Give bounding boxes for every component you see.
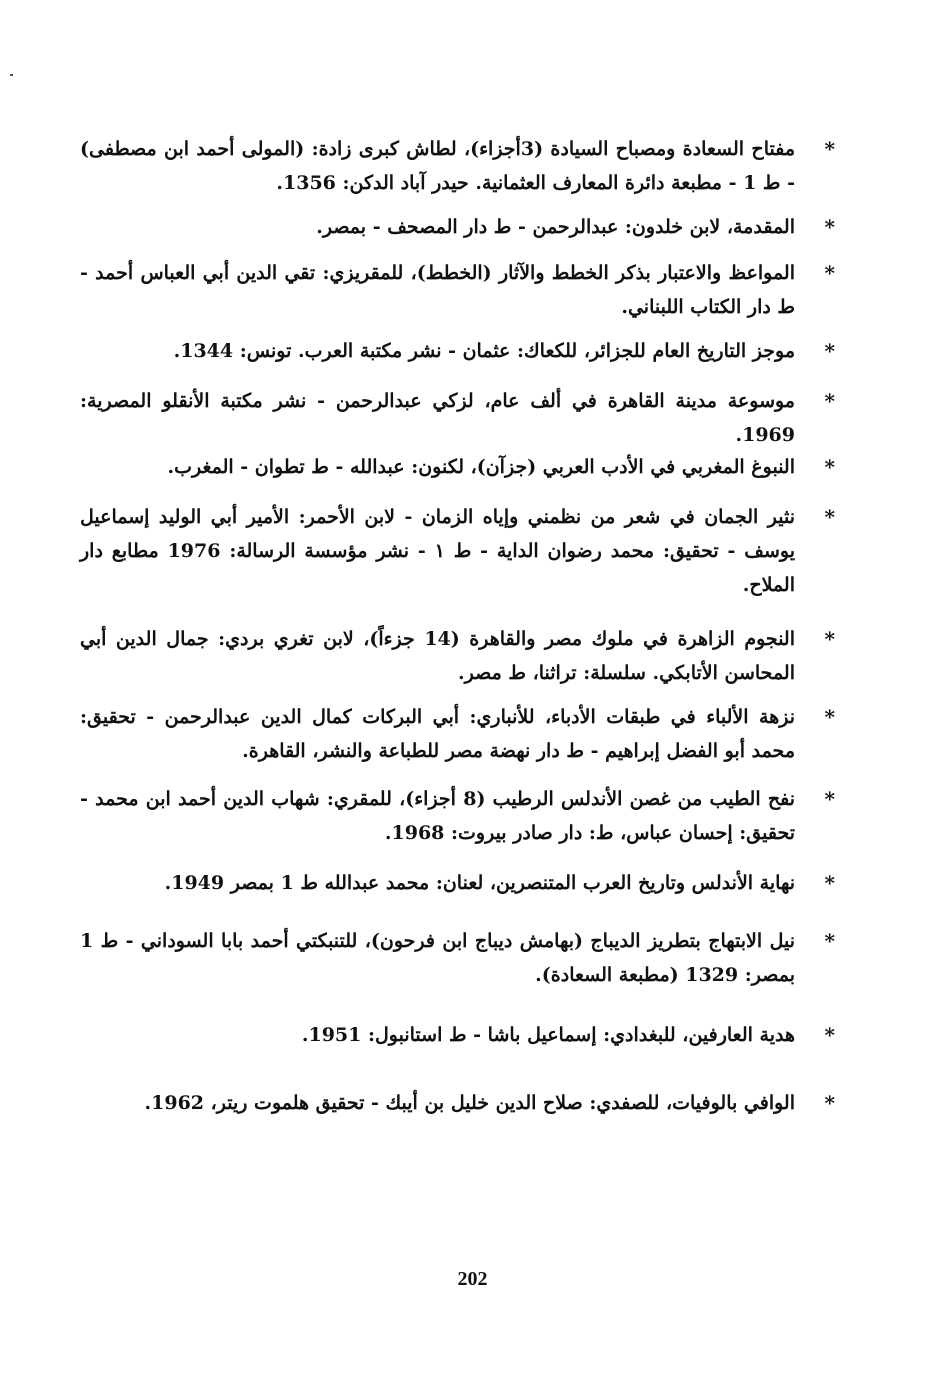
bibliography-entry — [80, 132, 835, 200]
bullet-icon: * — [824, 871, 835, 895]
bullet-icon: * — [824, 1091, 835, 1115]
bibliography-entry — [80, 924, 835, 992]
entry-text: هدية العارفين، للبغدادي: إسماعيل باشا - ط استانبول: 1951. — [301, 1024, 795, 1046]
bullet-icon: * — [824, 787, 835, 811]
entry-text: المقدمة، لابن خلدون: عبدالرحمن - ط دار المصحف - بمصر. — [316, 216, 795, 238]
entry-text: النجوم الزاهرة في ملوك مصر والقاهرة (14 جزءاً)، لابن تغري بردي: جمال الدين أبي المحاسن الأتابكي. سلسلة: تراثنا، ط مصر. — [80, 628, 795, 684]
bibliography-entry — [80, 450, 835, 484]
bullet-icon: * — [824, 505, 835, 529]
bullet-icon: * — [824, 137, 835, 161]
bibliography-entry — [80, 622, 835, 690]
entry-text: موسوعة مدينة القاهرة في ألف عام، لزكي عبدالرحمن - نشر مكتبة الأنقلو المصرية: 1969. — [80, 390, 795, 446]
bullet-icon: * — [824, 261, 835, 285]
entry-text: موجز التاريخ العام للجزائر، للكعاك: عثمان - نشر مكتبة العرب. تونس: 1344. — [173, 340, 795, 362]
bullet-icon: * — [824, 215, 835, 239]
bullet-icon: * — [824, 389, 835, 413]
bibliography-entry — [80, 500, 835, 602]
bibliography-entry — [80, 210, 835, 244]
bibliography-entry — [80, 384, 835, 452]
bibliography-entry — [80, 1018, 835, 1052]
bullet-icon: * — [824, 627, 835, 651]
bibliography-entry — [80, 782, 835, 850]
bullet-icon: * — [824, 339, 835, 363]
scan-speck — [10, 74, 13, 76]
bibliography-entry — [80, 866, 835, 900]
entry-text: نفح الطيب من غصن الأندلس الرطيب (8 أجزاء)، للمقري: شهاب الدين أحمد ابن محمد - تحقيق: إحسان عباس، ط: دار صادر بيروت: 1968. — [80, 788, 796, 844]
entry-text: نثير الجمان في شعر من نظمني وإياه الزمان - لابن الأحمر: الأمير أبي الوليد إسماعيل يوسف - تحقيق: محمد رضوان الداية - ط ١ - نشر مؤسسة الرسالة: 1976 مطابع دار الملاح. — [80, 506, 795, 596]
bibliography-entry — [80, 334, 835, 368]
bullet-icon: * — [824, 455, 835, 479]
bibliography-entry — [80, 256, 835, 324]
page-number: 202 — [457, 1268, 488, 1290]
entry-text: نيل الابتهاج بتطريز الديباج (بهامش ديباج ابن فرحون)، للتنبكتي أحمد بابا السوداني - ط 1 بمصر: 1329 (مطبعة السعادة). — [80, 930, 795, 986]
entry-text: نزهة الألباء في طبقات الأدباء، للأنباري: أبي البركات كمال الدين عبدالرحمن - تحقيق: محمد أبو الفضل إبراهيم - ط دار نهضة مصر للطباعة والنشر، القاهرة. — [80, 706, 795, 762]
entry-text: نهاية الأندلس وتاريخ العرب المتنصرين، لعنان: محمد عبدالله ط 1 بمصر 1949. — [164, 872, 795, 894]
bibliography-entry — [80, 700, 835, 768]
bullet-icon: * — [824, 929, 835, 953]
bullet-icon: * — [824, 1023, 835, 1047]
bibliography-entry — [80, 1086, 835, 1120]
bullet-icon: * — [824, 705, 835, 729]
entry-text: النبوغ المغربي في الأدب العربي (جزآن)، لكنون: عبدالله - ط تطوان - المغرب. — [167, 456, 795, 478]
entry-text: مفتاح السعادة ومصباح السيادة (3أجزاء)، لطاش كبرى زادة: (المولى أحمد ابن مصطفى) - ط 1 - مطبعة دائرة المعارف العثمانية. حيدر آباد الدكن: 1356. — [80, 138, 795, 194]
entry-text: المواعظ والاعتبار بذكر الخطط والآثار (الخطط)، للمقريزي: تقي الدين أبي العباس أحمد - ط دار الكتاب اللبناني. — [80, 262, 795, 318]
entry-text: الوافي بالوفيات، للصفدي: صلاح الدين خليل بن أيبك - تحقيق هلموت ريتر، 1962. — [144, 1092, 795, 1114]
